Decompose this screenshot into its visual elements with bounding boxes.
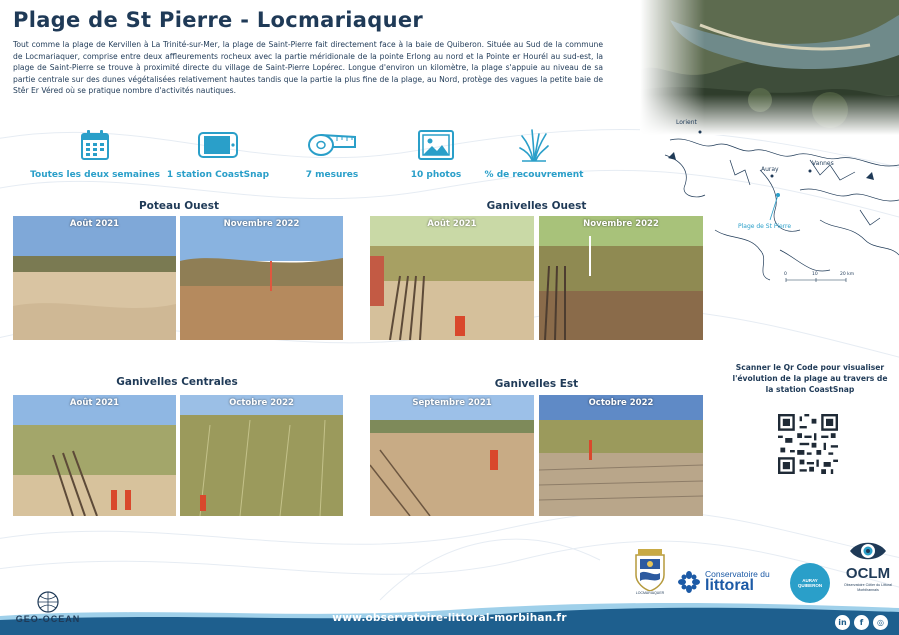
qr-code[interactable]: [778, 414, 838, 474]
map-scale-20: 20 km: [840, 272, 855, 277]
section-title-poteau-ouest: Poteau Ouest: [138, 200, 220, 212]
stat-stations: [153, 125, 283, 180]
photo-poteau-ouest-1: [13, 216, 176, 340]
photo-caption: Novembre 2022: [223, 219, 300, 229]
map-scale-10: 10: [812, 272, 818, 277]
geo-ocean-logo: [6, 590, 90, 630]
calendar-icon: [80, 129, 110, 161]
stat-label: % de recouvrement: [484, 170, 584, 180]
oclm-label: OCLM: [845, 565, 891, 582]
stat-label: Toutes les deux semaines: [30, 170, 160, 180]
photo-caption: Novembre 2022: [583, 219, 659, 229]
locmariaquer-label: LOCMARIAQUER: [635, 591, 665, 595]
stat-label: 10 photos: [410, 170, 462, 180]
map-label-vannes: Vannes: [812, 160, 834, 167]
photo-ganivelles-est-1: [370, 395, 534, 516]
locmariaquer-crest-logo: [632, 547, 668, 599]
auray-quiberon-label: AURAY QUIBERON: [797, 578, 823, 588]
map-scale-0: 0: [784, 272, 787, 277]
facebook-icon[interactable]: f: [854, 615, 869, 630]
photo-ganivelles-centrales-1: [13, 395, 176, 516]
photo-ganivelles-centrales-2: [180, 395, 343, 516]
qr-instructions: Scanner le Qr Code pour visualiser l'évolution de la plage au travers de la station CoastSnap: [732, 363, 888, 394]
photo-caption: Août 2021: [427, 219, 477, 229]
auray-quiberon-logo: [790, 563, 830, 603]
photo-caption: Août 2021: [69, 219, 120, 229]
lorient-marker: [699, 131, 702, 134]
smartphone-icon: [198, 132, 238, 158]
instagram-icon[interactable]: ◎: [873, 615, 888, 630]
stat-label: 7 mesures: [305, 170, 359, 180]
stat-frequency: [30, 125, 160, 180]
dune-grass-icon: [519, 128, 549, 162]
map-label-auray: Auray: [761, 166, 779, 173]
photo-caption: Octobre 2022: [229, 398, 294, 408]
photo-caption: Octobre 2022: [588, 398, 654, 408]
photo-ganivelles-est-2: [539, 395, 703, 516]
geo-ocean-label: GEO-OCEAN: [15, 614, 81, 624]
oclm-eye-icon: [848, 538, 888, 564]
section-title-ganivelles-centrales: Ganivelles Centrales: [116, 376, 238, 388]
conservatoire-line1: Conservatoire du: [705, 569, 770, 579]
photo-caption: Septembre 2021: [412, 398, 492, 408]
photo-poteau-ouest-2: [180, 216, 343, 340]
vannes-marker: [809, 170, 812, 173]
section-title-ganivelles-ouest: Ganivelles Ouest: [486, 200, 587, 212]
photo-icon: [418, 130, 454, 160]
stat-label: 1 station CoastSnap: [166, 170, 270, 180]
conservatoire-line2: littoral: [705, 577, 754, 594]
intro-paragraph: Tout comme la plage de Kervillen à La Trinité-sur-Mer, la plage de Saint-Pierre fait directement face à la baie de Quiberon. Située au Sud de la commune de Locmariaquer, comprise entre deux affleurements rocheux avec la partie méridionale de la pointe Erlong au nord et la Pointe er Hourél au sud-est, la plage de Saint-Pierre se trouve à proximité directe du village de Saint-Pierre Lopérec. Longue d'environ un kilomètre, la plage s'appuie au niveau de sa partie centrale sur des dunes végétalisées relativement hautes tandis que la partie la plus fine de la plage, au Nord, protège des vagues la petite baie de Stêr Er Véred où se pratique nombre d'activités nautiques.: [13, 40, 603, 96]
auray-marker: [771, 175, 774, 178]
page-title: Plage de St Pierre - Locmariaquer: [13, 8, 424, 32]
conservatoire-littoral-logo: [678, 568, 783, 598]
oclm-sub-label: Observatoire Côtier du Littoral Morbihannais: [844, 583, 892, 592]
map-label-lorient: Lorient: [676, 119, 697, 126]
stat-cover: [469, 125, 599, 180]
photo-ganivelles-ouest-2: [539, 216, 703, 340]
photo-caption: Août 2021: [69, 398, 120, 408]
tape-measure-icon: [307, 133, 357, 157]
map-label-site: Plage de St Pierre: [738, 223, 792, 230]
oclm-logo: [838, 538, 898, 600]
section-title-ganivelles-est: Ganivelles Est: [494, 378, 579, 390]
footer-url-link[interactable]: www.observatoire-littoral-morbihan.fr: [332, 612, 567, 624]
linkedin-icon[interactable]: in: [835, 615, 850, 630]
photo-ganivelles-ouest-1: [370, 216, 534, 340]
conservatoire-flower-icon: [678, 571, 700, 593]
